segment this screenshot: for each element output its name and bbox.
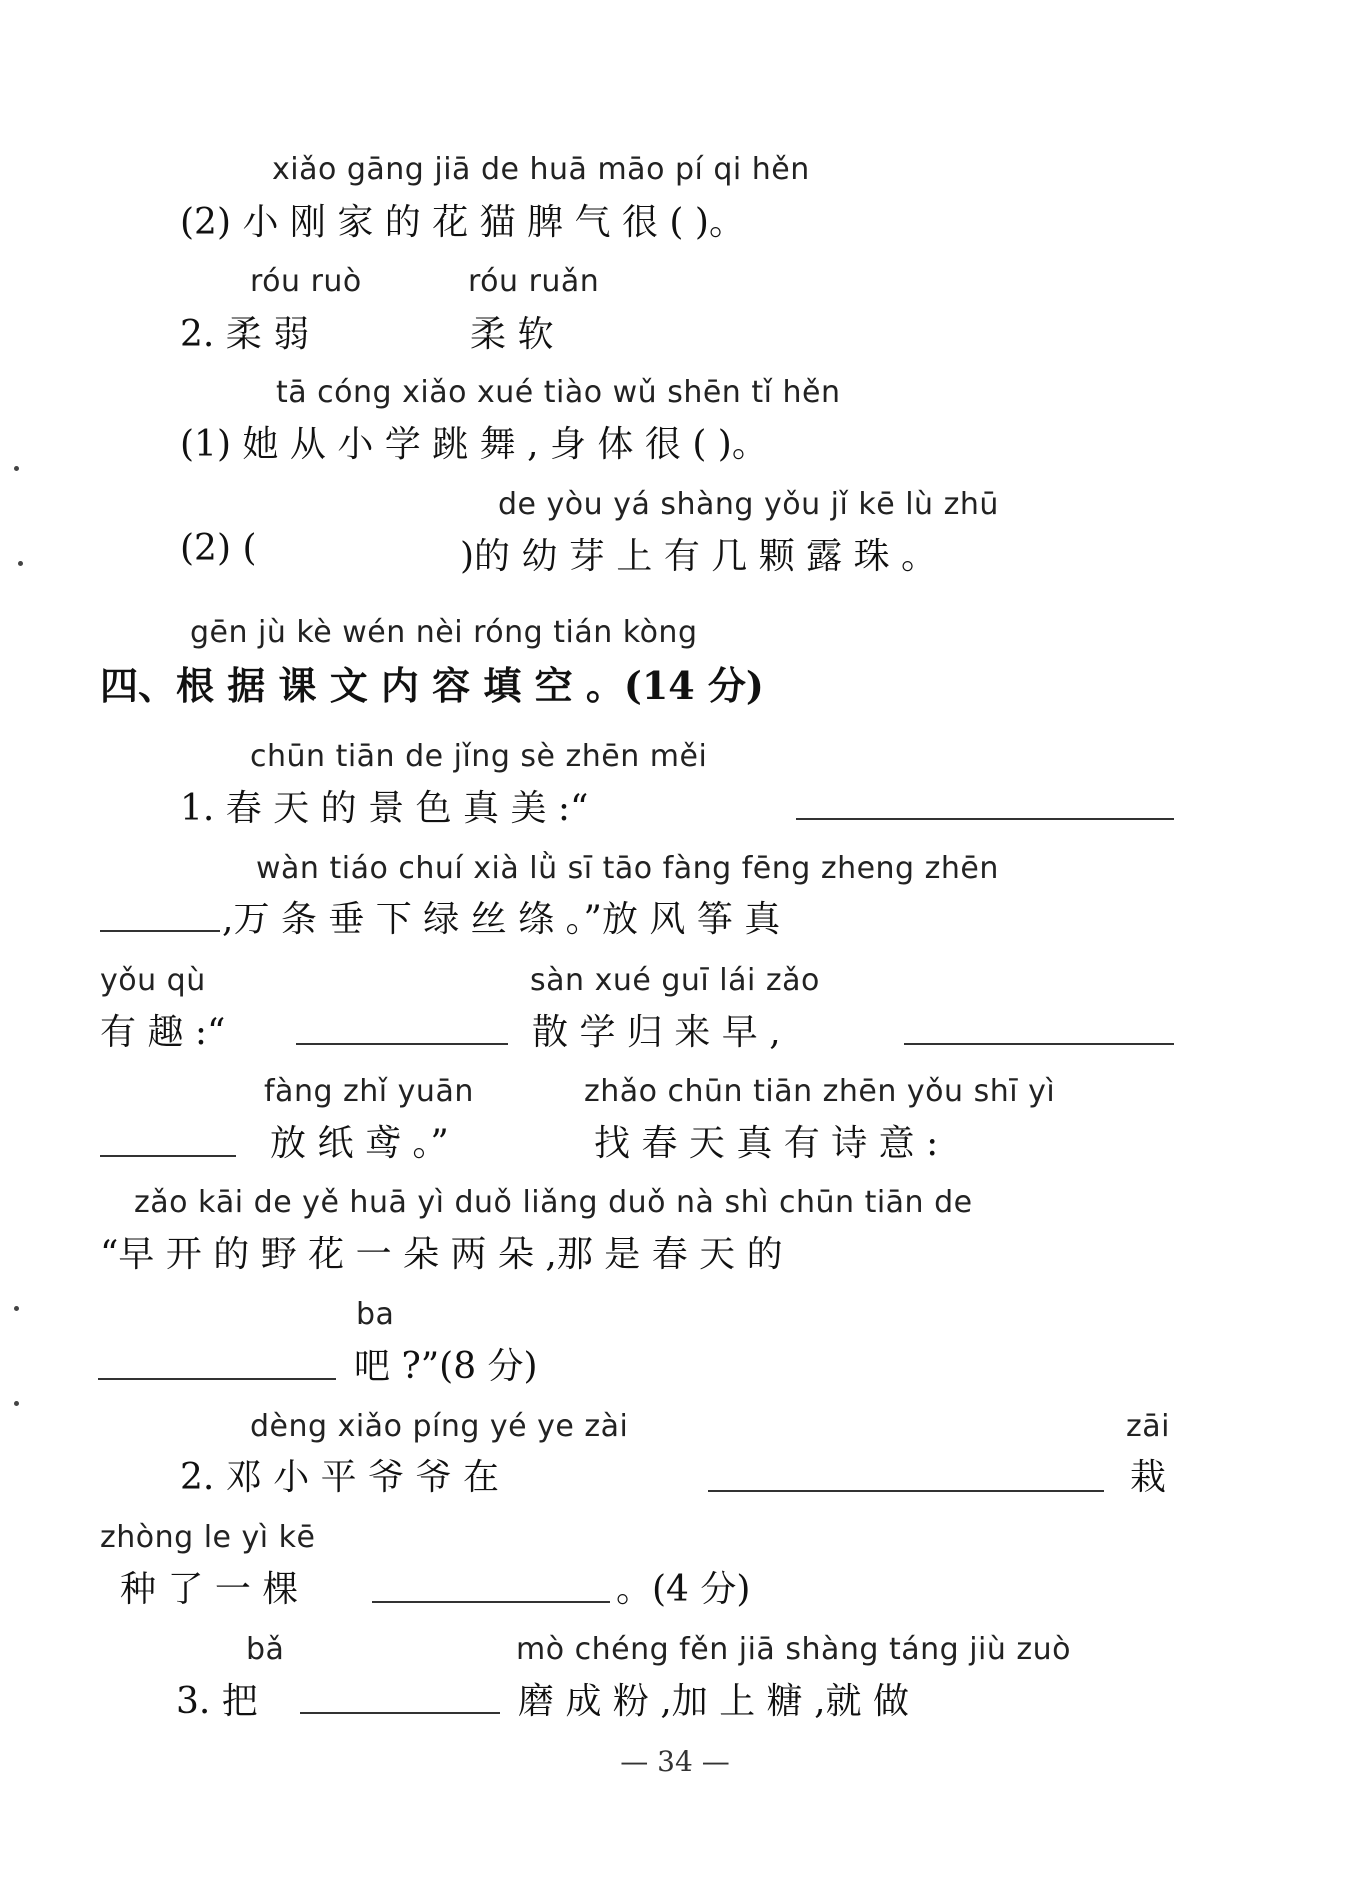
sentence-line: 1. 春 天 的 景 色 真 美 :“	[180, 788, 589, 829]
pinyin-line: tā cóng xiǎo xué tiào wǔ shēn tǐ hěn	[276, 375, 841, 410]
word-option: 2. 柔 弱	[180, 314, 310, 355]
sentence-line: 2. 邓 小 平 爷 爷 在	[180, 1457, 500, 1498]
pinyin-line: xiǎo gāng jiā de huā māo pí qi hěn	[272, 152, 810, 187]
pinyin-line: chūn tiān de jǐng sè zhēn měi	[250, 739, 708, 774]
pinyin-line: zhǎo chūn tiān zhēn yǒu shī yì	[584, 1074, 1056, 1109]
section-title: 四、根 据 课 文 内 容 填 空 。(14 分)	[100, 663, 764, 708]
sentence-line: 。(4 分)	[616, 1569, 751, 1610]
pinyin-line: dèng xiǎo píng yé ye zài	[250, 1409, 629, 1444]
pinyin-line: zhòng le yì kē	[100, 1520, 316, 1555]
pinyin-line: ba	[356, 1297, 395, 1332]
sentence-line: 种 了 一 棵	[120, 1569, 299, 1610]
scan-mark	[14, 466, 19, 471]
fill-blank[interactable]	[372, 1601, 610, 1603]
scan-mark	[18, 561, 23, 566]
pinyin-line: zāi	[1126, 1409, 1170, 1444]
sentence-line: 有 趣 :“	[100, 1012, 226, 1053]
sentence-line: 磨 成 粉 ,加 上 糖 ,就 做	[518, 1681, 909, 1722]
fill-blank[interactable]	[296, 1043, 508, 1045]
pinyin-line: yǒu qù	[100, 963, 206, 998]
pinyin-line: róu ruǎn	[468, 264, 600, 299]
sentence-line: 3. 把	[176, 1681, 258, 1722]
pinyin-line: mò chéng fěn jiā shàng táng jiù zuò	[516, 1632, 1072, 1667]
pinyin-line: fàng zhǐ yuān	[264, 1074, 474, 1109]
sentence-line: 放 纸 鸢 。”	[270, 1123, 449, 1164]
sentence-line: 找 春 天 真 有 诗 意 :	[594, 1123, 939, 1164]
sentence-line: 吧 ?”(8 分)	[354, 1346, 538, 1387]
sentence-line: ,万 条 垂 下 绿 丝 绦 。”放 风 筝 真	[222, 899, 781, 940]
scan-mark	[14, 1401, 19, 1406]
pinyin-line: de yòu yá shàng yǒu jǐ kē lù zhū	[498, 487, 999, 522]
pinyin-line: róu ruò	[250, 264, 362, 299]
fill-blank[interactable]	[100, 930, 220, 932]
scan-mark	[14, 1306, 19, 1311]
sentence-line: )的 幼 芽 上 有 几 颗 露 珠 。	[460, 536, 938, 577]
sentence-line: “早 开 的 野 花 一 朵 两 朵 ,那 是 春 天 的	[100, 1234, 783, 1275]
sentence-line: (1) 她 从 小 学 跳 舞 , 身 体 很 ( )。	[180, 424, 768, 465]
fill-blank[interactable]	[796, 818, 1174, 820]
page-number: — 34 —	[620, 1745, 730, 1778]
fill-blank[interactable]	[904, 1043, 1174, 1045]
fill-blank[interactable]	[100, 1155, 236, 1157]
sentence-line: (2) 小 刚 家 的 花 猫 脾 气 很 ( )。	[180, 202, 745, 243]
sentence-line: 栽	[1130, 1457, 1167, 1498]
pinyin-line: sàn xué guī lái zǎo	[530, 963, 820, 998]
fill-blank[interactable]	[708, 1490, 1104, 1492]
fill-blank[interactable]	[98, 1378, 336, 1380]
word-option: 柔 软	[470, 314, 554, 355]
pinyin-line: bǎ	[246, 1632, 285, 1667]
pinyin-line: gēn jù kè wén nèi róng tián kòng	[190, 615, 698, 650]
pinyin-line: wàn tiáo chuí xià lǜ sī tāo fàng fēng zheng zhēn	[256, 851, 999, 886]
fill-blank[interactable]	[300, 1712, 500, 1714]
pinyin-line: zǎo kāi de yě huā yì duǒ liǎng duǒ nà shì chūn tiān de	[134, 1185, 973, 1220]
sentence-line: (2) (	[180, 528, 257, 569]
sentence-line: 散 学 归 来 早 ,	[532, 1012, 781, 1053]
